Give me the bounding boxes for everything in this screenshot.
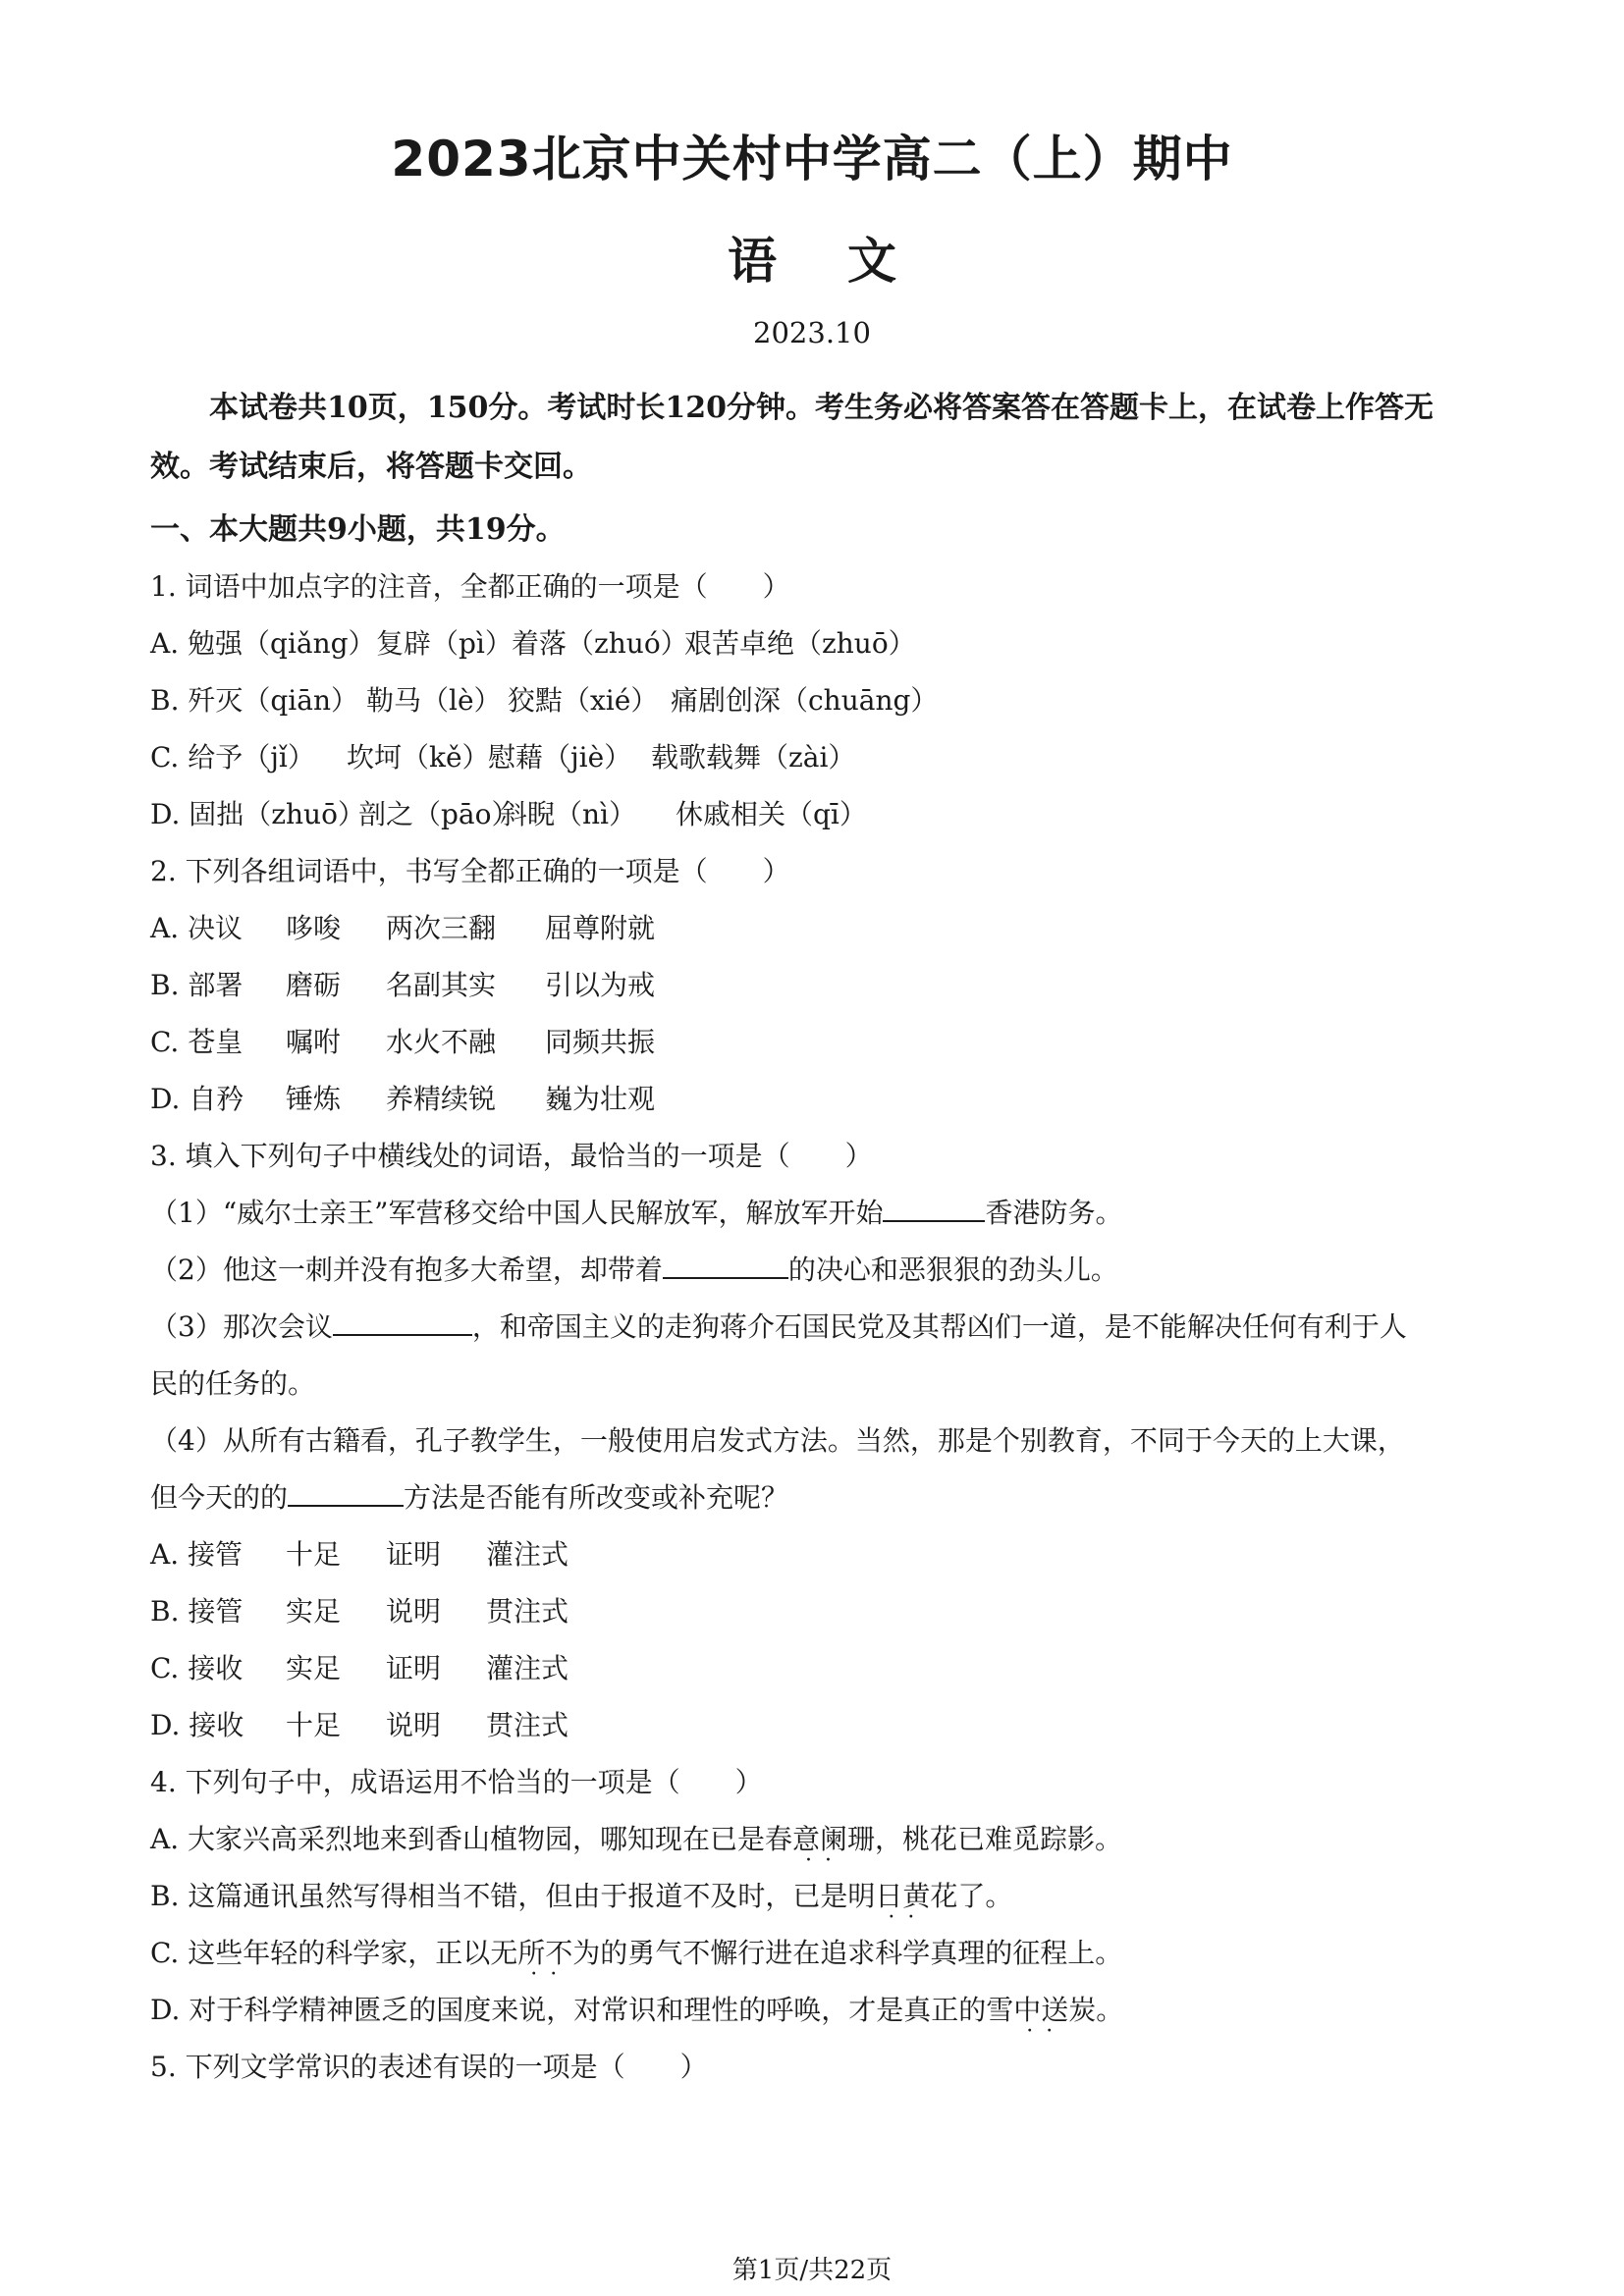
answer-blank bbox=[883, 1195, 985, 1222]
question-3-sentence-4: （4）从所有古籍看，孔子教学生，一般使用启发式方法。当然，那是个别教育，不同于今天的上大课， bbox=[150, 1424, 1405, 1457]
exam-date: 2023.10 bbox=[753, 316, 871, 349]
option-term: 两次三翻 bbox=[386, 912, 497, 944]
sentence-text: （1）“威尔士亲王”军营移交给中国人民解放军，解放军开始 bbox=[150, 1197, 884, 1229]
option-term: 贯注式 bbox=[486, 1595, 569, 1628]
option-term: 十足 bbox=[286, 1538, 342, 1571]
option-text: 的勇气不懈行进在追求科学真理的征程上。 bbox=[600, 1937, 1123, 1969]
question-5-stem: 5. 下列文学常识的表述有误的一项是（ ） bbox=[150, 2051, 708, 2083]
option-text: ，桃花已难觅踪影。 bbox=[875, 1823, 1123, 1855]
option-term: 慰藉（jiè） bbox=[488, 741, 632, 774]
option-term: 坎坷（kě） bbox=[347, 741, 490, 774]
page-footer: 第1页/共22页 bbox=[731, 2256, 893, 2285]
option-term: 证明 bbox=[386, 1538, 442, 1571]
answer-blank bbox=[663, 1252, 788, 1279]
option-term: D. 自矜 bbox=[150, 1083, 244, 1115]
subject-heading: 语文 bbox=[728, 232, 967, 290]
option-term: D. 接收 bbox=[150, 1709, 244, 1741]
option-term: 实足 bbox=[286, 1652, 342, 1684]
option-term: 灌注式 bbox=[486, 1652, 569, 1684]
option-text: A. 大家兴高采烈地来到香山植物园，哪知现在已是 bbox=[150, 1823, 766, 1855]
option-term: C. 接收 bbox=[150, 1652, 244, 1684]
answer-blank bbox=[333, 1308, 472, 1336]
option-term: 说明 bbox=[386, 1595, 442, 1628]
option-term: 斜睨（nì） bbox=[500, 798, 636, 830]
option-term: 狡黠（xié） bbox=[508, 684, 659, 717]
question-3-stem: 3. 填入下列句子中横线处的词语，最恰当的一项是（ ） bbox=[150, 1140, 873, 1172]
question-3-sentence-1 bbox=[150, 1192, 1122, 1231]
option-term: B. 歼灭（qiān） bbox=[150, 684, 358, 717]
exam-title: 2023北京中关村中学高二（上）期中 bbox=[391, 131, 1233, 187]
option-term: A. 接管 bbox=[150, 1538, 244, 1571]
option-term: 同频共振 bbox=[545, 1026, 656, 1058]
question-3-sentence-3 bbox=[150, 1306, 1407, 1345]
emphasized-idiom: 雪中送炭 · · bbox=[986, 1989, 1096, 2028]
option-text: B. 这篇通讯虽然写得相当不错，但由于报道不及时，已是 bbox=[150, 1880, 848, 1912]
emphasized-idiom: 明日黄花 · · bbox=[847, 1875, 957, 1914]
option-term: 艰苦卓绝（zhuō） bbox=[684, 627, 916, 660]
option-term: 磨砺 bbox=[286, 969, 342, 1001]
option-term: 哆唆 bbox=[286, 912, 342, 944]
option-term: 引以为戒 bbox=[545, 969, 656, 1001]
option-term: 灌注式 bbox=[486, 1538, 569, 1571]
option-term: 复辟（pì） bbox=[376, 627, 513, 660]
exam-instructions: 本试卷共10页，150分。考试时长120分钟。考生务必将答案答在答题卡上，在试卷上作答无效。考试结束后，将答题卡交回。 bbox=[150, 391, 1434, 484]
question-3-sentence-2 bbox=[150, 1249, 1118, 1288]
question-4-option-a bbox=[150, 1818, 1122, 1857]
option-term: 锤炼 bbox=[286, 1083, 342, 1115]
option-term: 养精续锐 bbox=[386, 1083, 497, 1115]
sentence-text: 的决心和恶狠狠的劲头儿。 bbox=[787, 1254, 1118, 1286]
option-term: 休戚相关（qī） bbox=[676, 798, 867, 830]
option-term: 名副其实 bbox=[386, 969, 497, 1001]
option-term: 实足 bbox=[286, 1595, 342, 1628]
option-term: D. 固拙（zhuō） bbox=[150, 798, 365, 830]
question-4-option-d bbox=[150, 1989, 1123, 2028]
option-term: B. 接管 bbox=[150, 1595, 244, 1628]
section-title: 一、本大题共9小题，共19分。 bbox=[150, 512, 566, 547]
option-text: C. 这些年轻的科学家，正以 bbox=[150, 1937, 491, 1969]
option-term: B. 部署 bbox=[150, 969, 244, 1001]
option-term: 证明 bbox=[386, 1652, 442, 1684]
emphasized-idiom: 无所不为 · · bbox=[490, 1932, 600, 1971]
option-text: D. 对于科学精神匮乏的国度来说，对常识和理性的呼唤，才是真正的 bbox=[150, 1994, 987, 2026]
question-3-sentence-4-cont bbox=[150, 1476, 788, 1516]
sentence-text: 香港防务。 bbox=[985, 1197, 1123, 1229]
option-term: 十足 bbox=[286, 1709, 342, 1741]
answer-blank bbox=[288, 1479, 404, 1507]
option-text: 。 bbox=[1096, 1994, 1124, 2026]
option-term: 贯注式 bbox=[486, 1709, 569, 1741]
question-4-stem: 4. 下列句子中，成语运用不恰当的一项是（ ） bbox=[150, 1766, 763, 1798]
option-term: 载歌载舞（zài） bbox=[651, 741, 856, 774]
sentence-text: 但今天的的 bbox=[150, 1481, 289, 1514]
option-term: C. 苍皇 bbox=[150, 1026, 244, 1058]
option-term: C. 给予（jǐ） bbox=[150, 741, 315, 774]
question-3-sentence-3-cont: 民的任务的。 bbox=[150, 1367, 316, 1400]
option-term: 着落（zhuó） bbox=[512, 627, 688, 660]
option-term: 痛剧创深（chuāng） bbox=[671, 684, 939, 717]
option-term: 嘱咐 bbox=[286, 1026, 342, 1058]
emphasized-idiom: 春意阑珊 · · bbox=[765, 1818, 875, 1857]
option-term: A. 决议 bbox=[150, 912, 244, 944]
sentence-text: （2）他这一刺并没有抱多大希望，却带着 bbox=[150, 1254, 663, 1286]
sentence-text: ，和帝国主义的走狗蒋介石国民党及其帮凶们一道，是不能解决任何有利于人 bbox=[471, 1310, 1407, 1343]
option-term: 水火不融 bbox=[386, 1026, 497, 1058]
question-2-stem: 2. 下列各组词语中，书写全都正确的一项是（ ） bbox=[150, 855, 790, 887]
option-term: 巍为壮观 bbox=[545, 1083, 656, 1115]
option-term: 剖之（pāo） bbox=[358, 798, 519, 830]
option-term: A. 勉强（qiǎng） bbox=[150, 627, 376, 660]
option-term: 勒马（lè） bbox=[366, 684, 502, 717]
question-1-stem: 1. 词语中加点字的注音，全都正确的一项是（ ） bbox=[150, 570, 790, 603]
option-term: 说明 bbox=[386, 1709, 442, 1741]
question-4-option-b bbox=[150, 1875, 1012, 1914]
option-text: 了。 bbox=[957, 1880, 1013, 1912]
question-4-option-c bbox=[150, 1932, 1122, 1971]
option-term: 屈尊附就 bbox=[545, 912, 656, 944]
sentence-text: （3）那次会议 bbox=[150, 1310, 333, 1343]
sentence-text: 方法是否能有所改变或补充呢？ bbox=[404, 1481, 789, 1514]
